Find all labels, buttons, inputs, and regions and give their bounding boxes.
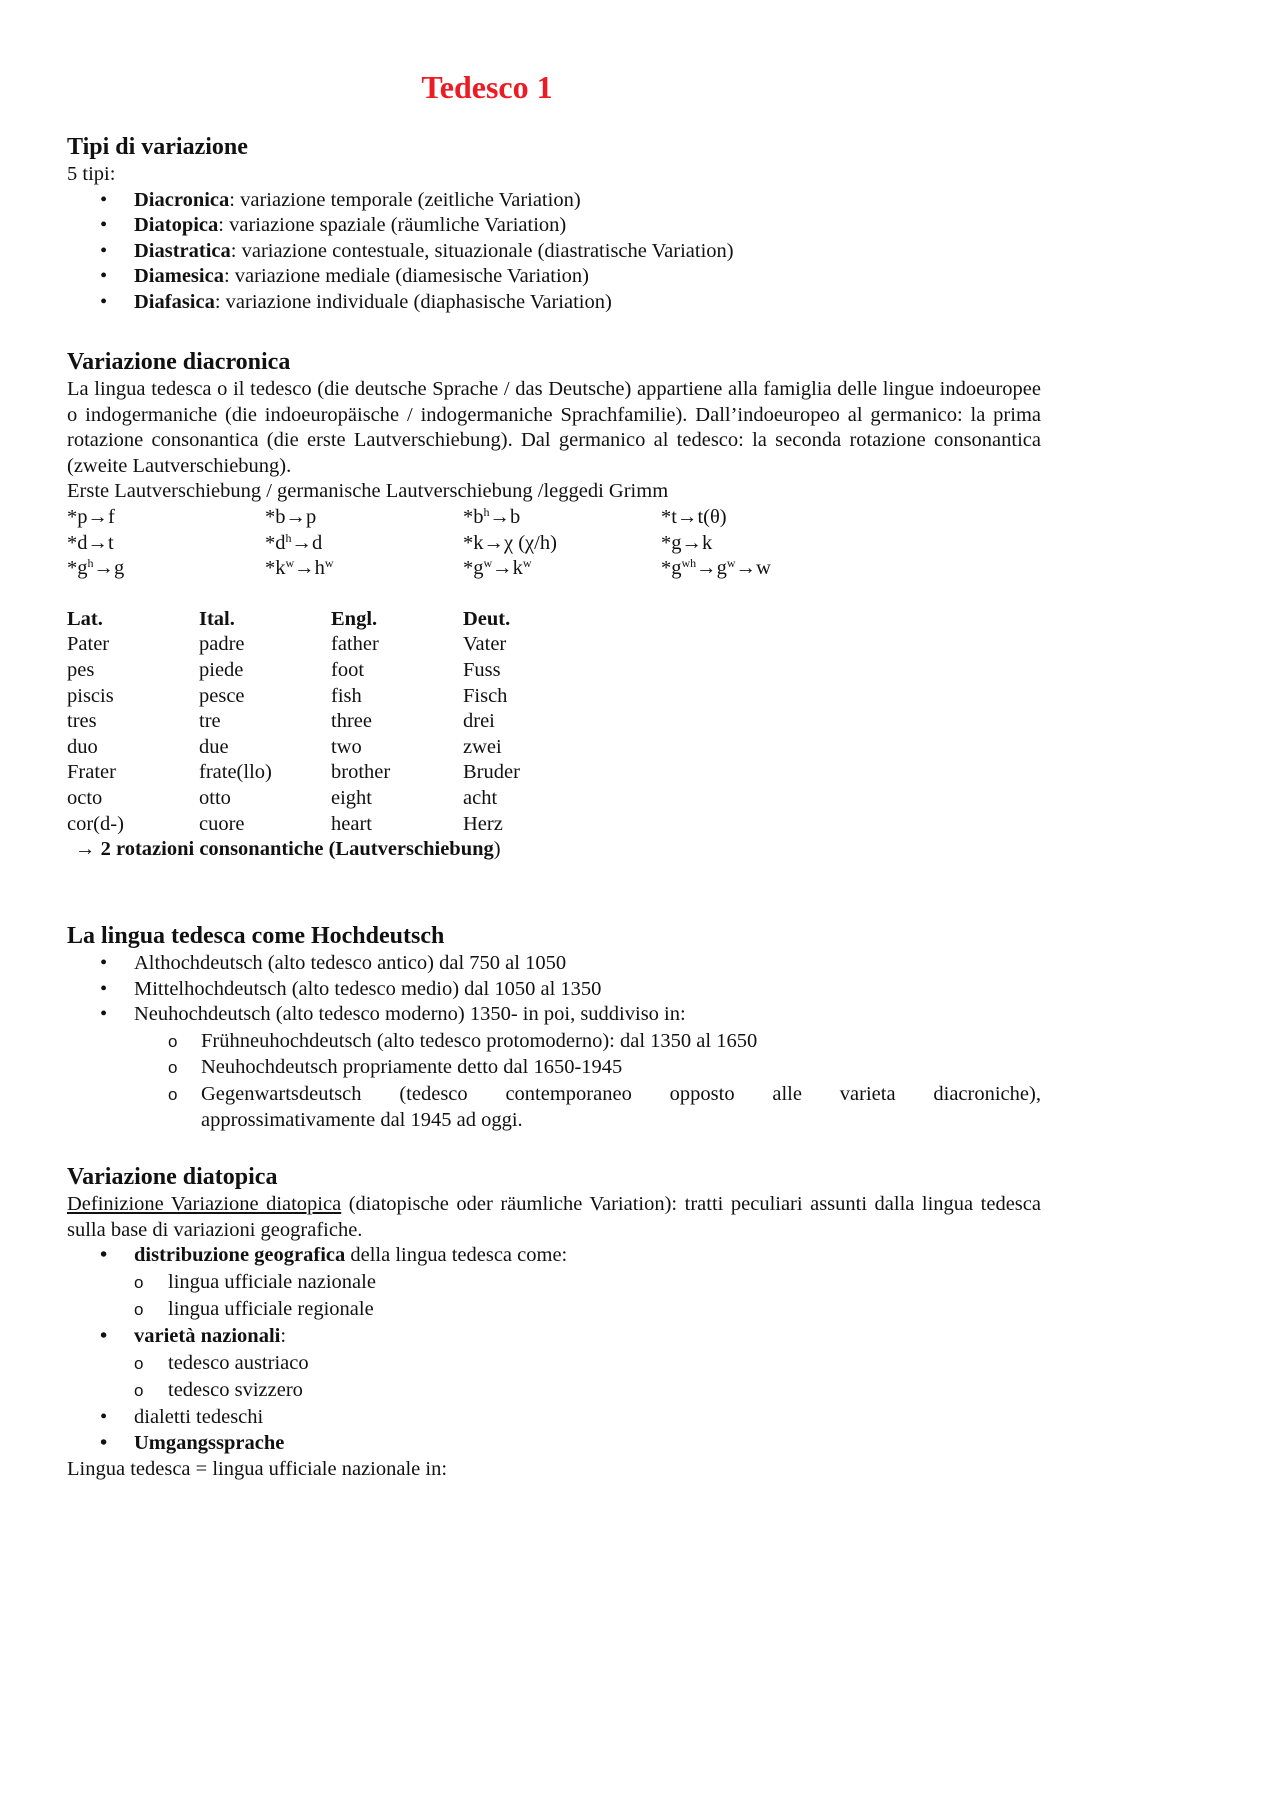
shift-cell: *k→χ (χ/h) [463,531,557,554]
list-item: • Diamesica: variazione mediale (diamesische Variation) [67,264,1041,290]
shift-cell: *b→p [265,505,317,528]
table-row: pes piede foot Fuss [67,658,501,681]
section-hochdeutsch [67,921,1041,1133]
section-heading: Tipi di variazione [67,134,248,160]
table-row: Frater frate(llo) brother Bruder [67,761,520,784]
table-row: piscis pesce fish Fisch [67,684,508,707]
list-item: • Diastratica: variazione contestuale, situazionale (diastratische Variation) [67,239,1041,265]
shift-cell: *t→t(θ) [661,505,727,528]
shift-cell: $*b^h\to b$ [463,504,521,528]
conclusion-line: → 2 rotazioni consonantiche (Lautverschiebung) [75,838,501,861]
table-header: Lat. [67,607,103,630]
shift-row [67,531,1041,557]
sub-list-item: o Neuhochdeutsch propriamente detto dal 1650-1945 [67,1055,1041,1081]
sub-list-item: o tedesco austriaco [67,1351,1041,1377]
bullet-icon: • [100,290,108,313]
table-header-row [67,607,1041,633]
shift-cell: $*d^h\to d$ [265,530,323,554]
circle-bullet-icon: o [168,1031,178,1051]
section-heading: La lingua tedesca come Hochdeutsch [67,923,445,949]
section-heading: Variazione diatopica [67,1164,278,1190]
shift-cell: $*k^w\to h^w$ [265,556,334,580]
paragraph-line: Erste Lautverschiebung / germanische Lautverschiebung /leggedi Grimm [67,480,669,503]
diatopic-list [67,1243,1041,1457]
list-item: • Umgangssprache [67,1431,1041,1457]
period-list [67,951,1041,1133]
table-row: tres tre three drei [67,710,495,733]
section-diatopica [67,1162,1041,1483]
bullet-icon: • [100,1324,108,1347]
circle-bullet-icon: o [168,1058,178,1078]
bullet-icon: • [100,239,108,262]
sub-list-item: o lingua ufficiale regionale [67,1297,1041,1323]
shift-cell: $*g^h\to g$ [67,556,125,580]
list-item: • Diafasica: variazione individuale (diaphasische Variation) [67,290,1041,316]
circle-bullet-icon: o [134,1272,144,1292]
sub-list-item: o Gegenwartsdeutsch (tedesco contemporaneo opposto alle varieta diacroniche), approssimativamente dal 1945 ad oggi. [168,1082,1041,1131]
circle-bullet-icon: o [168,1084,178,1104]
definition-label: Definizione Variazione diatopica [67,1193,342,1215]
final-line: Lingua tedesca = lingua ufficiale nazionale in: [67,1457,448,1480]
document-title: Tedesco 1 [421,69,553,105]
list-item: • distribuzione geografica della lingua tedesca come: [67,1243,1041,1269]
definition-paragraph: Definizione Variazione diatopica (diatopische oder räumliche Variation): tratti peculiari assunti dalla lingua tedesca sulla base di variazioni geografiche. [67,1193,1041,1241]
table-row: Pater padre father Vater [67,633,507,656]
sub-list-item: o lingua ufficiale nazionale [67,1270,1041,1296]
table-header: Engl. [331,607,378,630]
bullet-icon: • [100,214,108,237]
arrow-icon: → [75,838,96,861]
table-row: duo due two zwei [67,735,502,758]
section-tipi [67,132,1041,316]
list-item: • Althochdeutsch (alto tedesco antico) dal 750 al 1050 [67,951,1041,977]
shift-row [67,505,1041,531]
cognates-table [67,607,1041,837]
shift-cell: *d→t [67,531,114,554]
section-diacronica [67,347,1041,863]
bullet-icon: • [100,1003,108,1026]
circle-bullet-icon: o [134,1381,144,1401]
shift-cell: $*g^{wh}\to g^w\to w$ [661,556,771,580]
table-header: Ital. [199,607,235,630]
paragraph: La lingua tedesca o il tedesco (die deutsche Sprache / das Deutsche) appartiene alla famiglia delle lingue indoeuropee o indogermaniche (die indoeuropäische / indogermaniche Sprachfamilie). Dall’indoeuropeo al germanico: la prima rotazione consonantica (die erste Lautverschiebung). Dal germanico al tedesco: la seconda rotazione consonantica (zweite Lautverschiebung). [67,378,1041,477]
bullet-icon: • [100,1432,108,1455]
sub-list-item: o Frühneuhochdeutsch (alto tedesco protomoderno): dal 1350 al 1650 [67,1029,1041,1055]
bullet-icon: • [100,952,108,974]
bullet-icon: • [100,1405,108,1428]
bullet-icon: • [100,1244,108,1267]
sub-list-item: o tedesco svizzero [67,1378,1041,1404]
shift-cell: *p→f [67,505,115,528]
sound-shift-grid [67,505,1041,582]
table-row: cor(d-) cuore heart Herz [67,812,503,835]
list-item: • dialetti tedeschi [67,1405,1041,1431]
bullet-icon: • [100,265,108,288]
variation-list [67,188,1041,316]
shift-cell: $*g^w\to k^w$ [463,556,532,580]
list-item: • Mittelhochdeutsch (alto tedesco medio) dal 1050 al 1350 [67,977,1041,1003]
intro-text: 5 tipi: [67,163,116,185]
circle-bullet-icon: o [134,1300,144,1320]
shift-row [67,556,1041,582]
bullet-icon: • [100,977,108,1000]
circle-bullet-icon: o [134,1353,144,1373]
bullet-icon: • [100,188,108,211]
table-header: Deut. [463,607,511,630]
table-row: octo otto eight acht [67,786,498,809]
list-item: • Neuhochdeutsch (alto tedesco moderno) 1350- in poi, suddiviso in: [67,1002,1041,1028]
list-item: • varietà nazionali: [67,1324,1041,1350]
section-heading: Variazione diacronica [67,349,291,375]
list-item: • Diatopica: variazione spaziale (räumliche Variation) [67,213,1041,239]
list-item: • Diacronica: variazione temporale (zeitliche Variation) [67,188,1041,214]
shift-cell: *g→k [661,531,713,554]
